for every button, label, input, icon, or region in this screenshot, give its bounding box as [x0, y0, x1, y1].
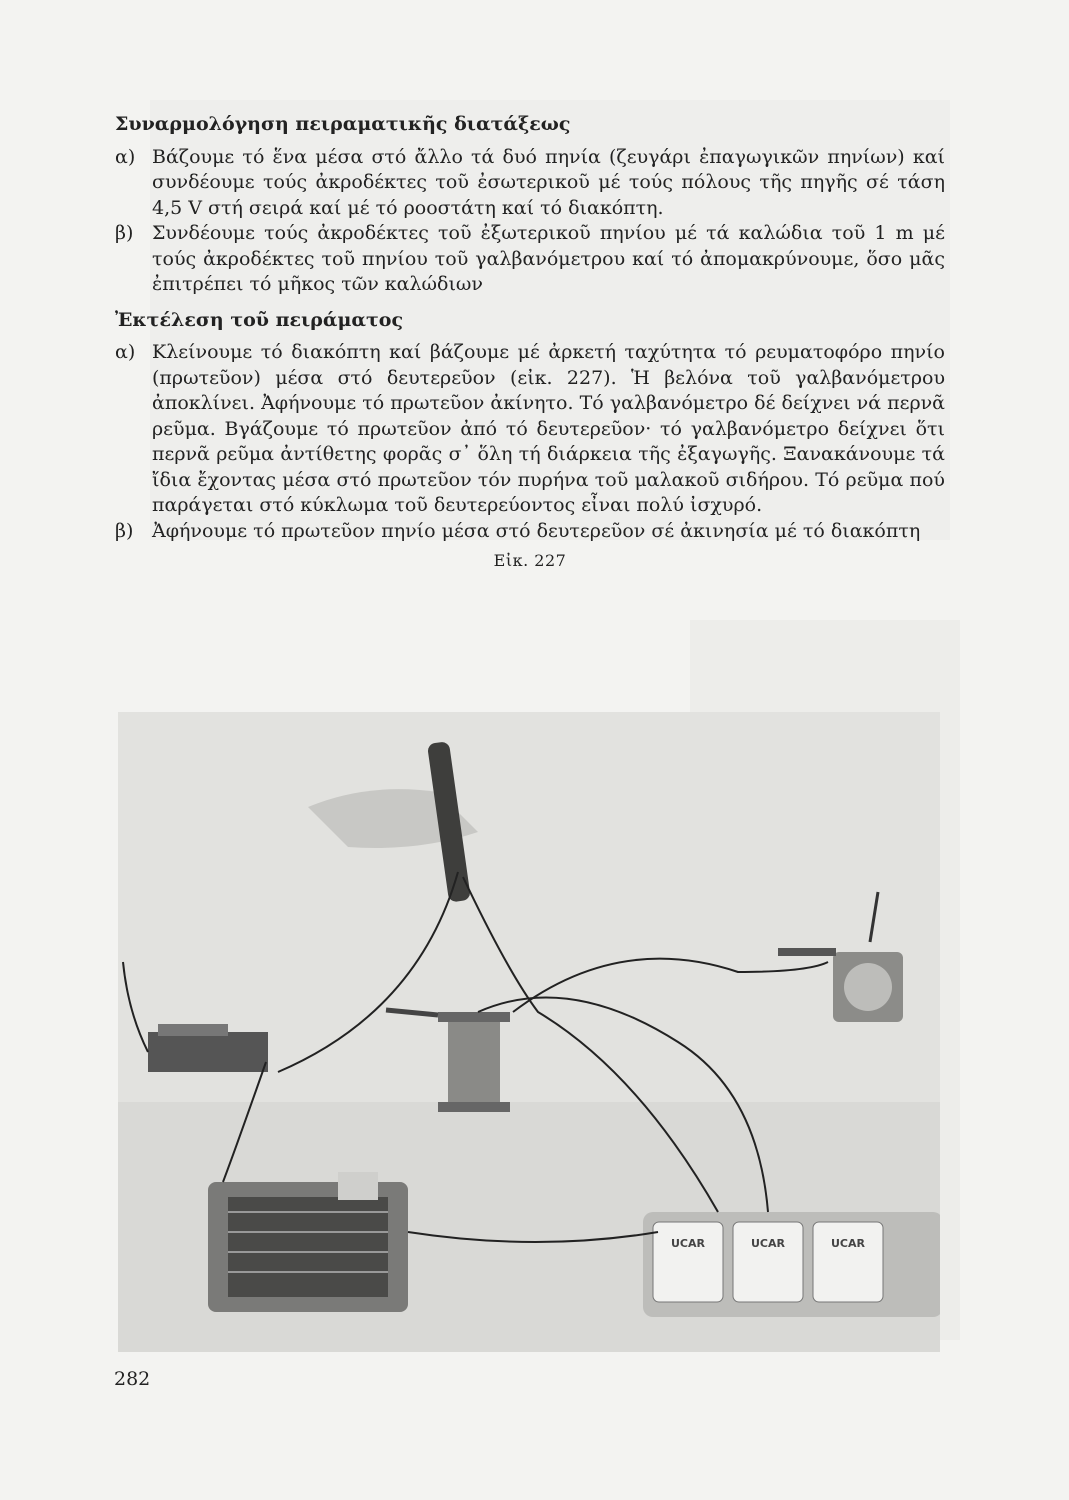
item-text: Ἀφήνουμε τό πρωτεῦον πηνίο μέσα στό δευτερεῦον σέ ἀκινησία μέ τό διακόπτη — [152, 519, 921, 542]
assembly-heading: Συναρμολόγηση πειραματικῆς διατάξεως — [115, 113, 571, 135]
battery-label: UCAR — [671, 1237, 705, 1250]
execution-item-b — [115, 519, 945, 545]
figure-caption: Εἰκ. 227 — [493, 551, 567, 570]
item-text: Κλείνουμε τό διακόπτη καί βάζουμε μέ ἀρκετή ταχύτητα τό ρευματοφόρο πηνίο (πρωτεῦον) μέσα στό δευτερεῦον (εἰκ. 227). Ἡ βελόνα τοῦ γαλβανόμετρου ἀποκλίνει. Ἀφήνουμε τό πρωτεῦον ἀκίνητο. Τό γαλβανόμετρο δέ δείχνει νά περνᾶ ρεῦμα. Βγάζουμε τό πρωτεῦον ἀπό τό δευτερεῦον· τό γαλβανόμετρο δείχνει ὅτι περνᾶ ρεῦμα ἀντίθετης φορᾶς σ᾽ ὅλη τή διάρκεια τῆς ἐξαγωγῆς. Ξανακάνουμε τά ἴδια ἔχοντας μέσα στό πρωτεῦον τόν πυρήνα τοῦ μαλακοῦ σιδήρου. Τό ρεῦμα πού παράγεται στό κύκλωμα τοῦ δευτερεύοντος εἶναι πολύ ἰσχυρό. — [152, 341, 945, 516]
rheostat — [208, 1172, 408, 1312]
item-marker: α) — [115, 145, 136, 168]
item-marker: β) — [115, 519, 134, 542]
execution-section — [115, 308, 945, 545]
page-text — [115, 112, 945, 574]
experiment-photo — [118, 712, 940, 1352]
page-number: 282 — [114, 1368, 151, 1390]
item-text: Συνδέουμε τούς ἀκροδέκτες τοῦ ἐξωτερικοῦ πηνίου μέ τά καλώδια τοῦ 1 m μέ τούς ἀκροδέκτες τοῦ πηνίου τοῦ γαλβανόμετρου καί τό ἀπομακρύνουμε, ὅσο μᾶς ἐπιτρέπει τό μῆκος τῶν καλώδιων — [152, 222, 945, 295]
execution-item-a — [115, 340, 945, 519]
item-marker: β) — [115, 222, 134, 244]
assembly-item-a — [115, 145, 945, 222]
execution-heading: Ἐκτέλεση τοῦ πειράματος — [115, 308, 404, 331]
battery-label: UCAR — [751, 1237, 785, 1250]
apparatus-illustration — [118, 712, 940, 1352]
assembly-item-b — [115, 221, 945, 298]
battery-label: UCAR — [831, 1237, 865, 1250]
item-text: Βάζουμε τό ἕνα μέσα στό ἄλλο τά δυό πηνία (ζευγάρι ἐπαγωγικῶν πηνίων) καί συνδέουμε τούς ἀκροδέκτες τοῦ ἐσωτερικοῦ μέ τούς πόλους τῆς πηγῆς σέ τάση 4,5 V στή σειρά καί μέ τό ροοστάτη καί τό διακόπτη. — [152, 145, 945, 219]
battery-box — [643, 1212, 940, 1317]
item-marker: α) — [115, 341, 136, 363]
